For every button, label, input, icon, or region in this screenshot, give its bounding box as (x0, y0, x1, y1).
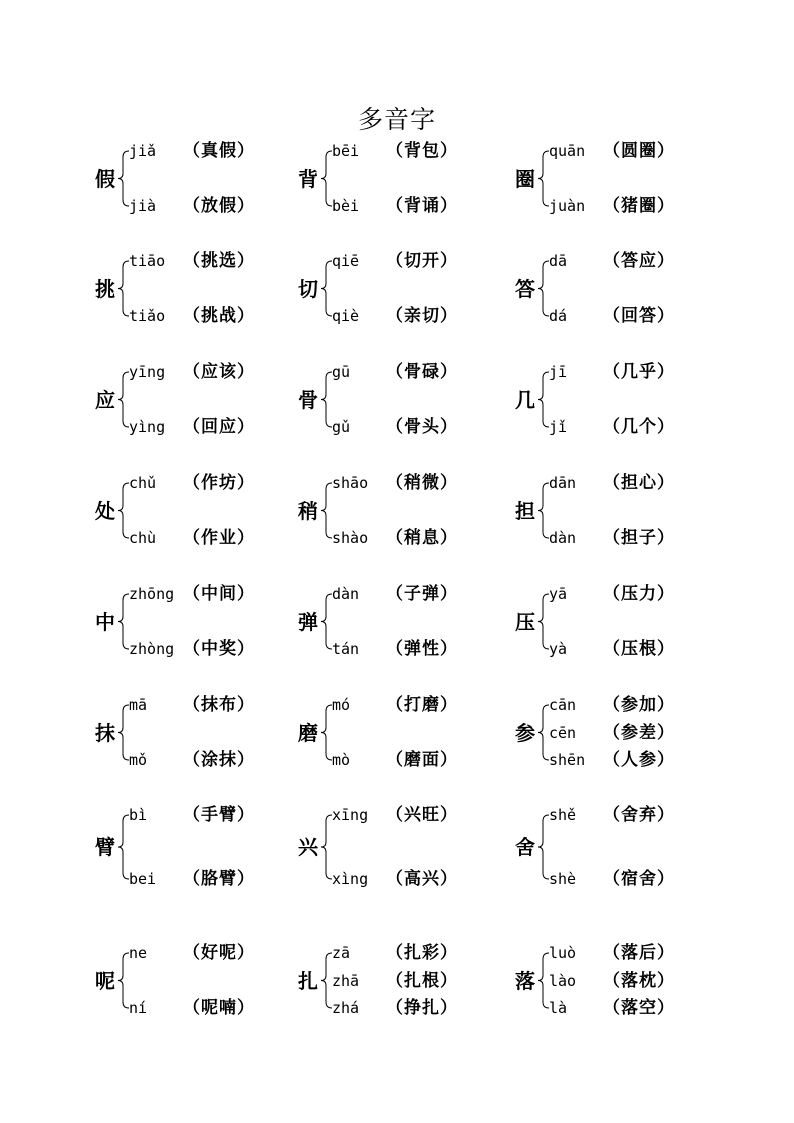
pinyin: chǔ (129, 474, 157, 492)
pinyin: tiǎo (129, 307, 166, 325)
reading-row (549, 638, 749, 660)
pinyin: qiè (332, 307, 360, 325)
example-word: （兴旺） (386, 805, 458, 825)
pinyin: dàn (332, 585, 360, 603)
polyphone-character: 稍 (298, 498, 318, 523)
polyphone-character: 骨 (298, 387, 318, 412)
example-word: （宿舍） (603, 869, 675, 889)
polyphone-entry (515, 250, 745, 327)
polyphone-entry (95, 361, 325, 438)
pinyin: dàn (549, 529, 577, 547)
pinyin: bì (129, 806, 148, 824)
polyphone-character: 扎 (298, 968, 318, 993)
pinyin: tiāo (129, 252, 166, 270)
polyphone-character: 中 (95, 609, 115, 634)
polyphone-character: 参 (515, 720, 535, 745)
polyphone-entry (95, 472, 325, 549)
pinyin: ní (129, 999, 148, 1017)
pinyin: cēn (549, 723, 577, 742)
polyphone-entry (298, 361, 528, 438)
reading-row (332, 250, 532, 272)
polyphone-character: 圈 (515, 166, 535, 191)
pinyin: shāo (332, 474, 369, 492)
polyphone-entry (515, 361, 745, 438)
reading-row (549, 583, 749, 605)
pinyin: xīng (332, 806, 369, 824)
reading-row (332, 638, 532, 660)
pinyin: luò (549, 944, 577, 962)
example-word: （胳臂） (183, 869, 255, 889)
polyphone-entry (515, 694, 745, 771)
pinyin: zhòng (129, 640, 175, 658)
polyphone-entry (298, 804, 528, 890)
example-word: （高兴） (386, 869, 458, 889)
polyphone-entry (95, 804, 325, 890)
pinyin: mā (129, 696, 148, 714)
example-word: （压根） (603, 639, 675, 659)
page-title: 多音字 (357, 105, 436, 134)
reading-row (549, 942, 749, 964)
polyphone-entry (515, 140, 745, 217)
example-word: （舍弃） (603, 805, 675, 825)
reading-row (332, 749, 532, 771)
reading-row (332, 868, 532, 890)
example-word: （涂抹） (183, 750, 255, 770)
pinyin: zhá (332, 999, 360, 1017)
reading-row (549, 804, 749, 826)
polyphone-entry (298, 140, 528, 217)
pinyin: gǔ (332, 418, 351, 436)
pinyin: tán (332, 640, 360, 658)
polyphone-character: 假 (95, 166, 115, 191)
polyphone-character: 磨 (298, 720, 318, 745)
pinyin: yīng (129, 363, 166, 381)
pinyin: lào (549, 971, 577, 990)
example-word: （中间） (183, 584, 255, 604)
example-word: （参差） (603, 722, 675, 743)
polyphone-entry (95, 942, 325, 1019)
pinyin: dā (549, 252, 568, 270)
pinyin: bèi (332, 197, 360, 215)
pinyin: shè (549, 870, 577, 888)
reading-row (549, 195, 749, 217)
example-word: （参加） (603, 695, 675, 715)
polyphone-character: 抹 (95, 720, 115, 745)
example-word: （作业） (183, 528, 255, 548)
pinyin: là (549, 999, 568, 1017)
pinyin: bēi (332, 142, 360, 160)
example-word: （亲切） (386, 306, 458, 326)
polyphone-entry (95, 694, 325, 771)
pinyin: bei (129, 870, 157, 888)
pinyin: ne (129, 944, 148, 962)
reading-row (332, 361, 532, 383)
pinyin: yà (549, 640, 568, 658)
example-word: （打磨） (386, 695, 458, 715)
example-word: （稍息） (386, 528, 458, 548)
polyphone-entry (515, 942, 745, 1019)
example-word: （担心） (603, 473, 675, 493)
polyphone-character: 压 (515, 609, 535, 634)
pinyin: juàn (549, 197, 586, 215)
reading-row (549, 694, 749, 716)
example-word: （骨碌） (386, 362, 458, 382)
polyphone-character: 应 (95, 387, 115, 412)
polyphone-character: 几 (515, 387, 535, 412)
polyphone-entry (95, 250, 325, 327)
polyphone-character: 弹 (298, 609, 318, 634)
example-word: （担子） (603, 528, 675, 548)
example-word: （稍微） (386, 473, 458, 493)
polyphone-entry (298, 472, 528, 549)
example-word: （弹性） (386, 639, 458, 659)
polyphone-entry (515, 804, 745, 890)
polyphone-character: 兴 (298, 835, 318, 859)
example-word: （好呢） (183, 943, 255, 963)
polyphone-entry (298, 694, 528, 771)
example-word: （磨面） (386, 750, 458, 770)
reading-row (332, 527, 532, 549)
example-word: （挑选） (183, 251, 255, 271)
pinyin: jī (549, 363, 568, 381)
pinyin: shě (549, 806, 577, 824)
example-word: （挑战） (183, 306, 255, 326)
reading-row (549, 749, 749, 771)
example-word: （应该） (183, 362, 255, 382)
example-word: （压力） (603, 584, 675, 604)
pinyin: qiē (332, 252, 360, 270)
pinyin: zā (332, 944, 351, 962)
example-word: （抹布） (183, 695, 255, 715)
polyphone-entry (298, 942, 528, 1019)
polyphone-entry (298, 583, 528, 660)
reading-row (549, 305, 749, 327)
example-word: （中奖） (183, 639, 255, 659)
example-word: （真假） (183, 141, 255, 161)
pinyin: yìng (129, 418, 166, 436)
example-word: （切开） (386, 251, 458, 271)
polyphone-entry (95, 583, 325, 660)
reading-row (332, 140, 532, 162)
polyphone-character: 担 (515, 498, 535, 523)
example-word: （回答） (603, 306, 675, 326)
pinyin: shēn (549, 751, 586, 769)
polyphone-character: 呢 (95, 968, 115, 993)
pinyin: mò (332, 751, 351, 769)
example-word: （骨头） (386, 417, 458, 437)
polyphone-character: 挑 (95, 276, 115, 301)
example-word: （背包） (386, 141, 458, 161)
example-word: （挣扎） (386, 998, 458, 1018)
pinyin: zhōng (129, 585, 175, 603)
polyphone-character: 落 (515, 968, 535, 993)
pinyin: mó (332, 696, 351, 714)
pinyin: chù (129, 529, 157, 547)
reading-row (549, 416, 749, 438)
pinyin: gū (332, 363, 351, 381)
example-word: （呢喃） (183, 998, 255, 1018)
polyphone-entry (515, 583, 745, 660)
pinyin: zhā (332, 971, 360, 990)
pinyin: yā (549, 585, 568, 603)
polyphone-character: 处 (95, 498, 115, 523)
reading-row (332, 195, 532, 217)
pinyin: dá (549, 307, 568, 325)
reading-row (332, 942, 532, 964)
example-word: （背诵） (386, 196, 458, 216)
example-word: （答应） (603, 251, 675, 271)
reading-row (549, 722, 749, 744)
pinyin: cān (549, 696, 577, 714)
reading-row (332, 583, 532, 605)
reading-row (332, 305, 532, 327)
example-word: （落枕） (603, 970, 675, 991)
example-word: （扎根） (386, 970, 458, 991)
reading-row (549, 527, 749, 549)
example-word: （几个） (603, 417, 675, 437)
example-word: （人参） (603, 750, 675, 770)
reading-row (332, 416, 532, 438)
reading-row (549, 472, 749, 494)
polyphone-character: 背 (298, 166, 318, 191)
reading-row (332, 694, 532, 716)
pinyin: mǒ (129, 751, 148, 769)
polyphone-character: 臂 (95, 835, 115, 859)
reading-row (549, 997, 749, 1019)
example-word: （扎彩） (386, 943, 458, 963)
reading-row (332, 997, 532, 1019)
polyphone-character: 切 (298, 276, 318, 301)
reading-row (549, 868, 749, 890)
reading-row (549, 140, 749, 162)
example-word: （子弹） (386, 584, 458, 604)
polyphone-character: 答 (515, 276, 535, 301)
pinyin: xìng (332, 870, 369, 888)
reading-row (332, 970, 532, 992)
polyphone-entry (95, 140, 325, 217)
pinyin: shào (332, 529, 369, 547)
pinyin: jǐ (549, 418, 568, 436)
example-word: （几乎） (603, 362, 675, 382)
example-word: （圆圈） (603, 141, 675, 161)
example-word: （猪圈） (603, 196, 675, 216)
polyphone-entry (515, 472, 745, 549)
pinyin: dān (549, 474, 577, 492)
example-word: （落后） (603, 943, 675, 963)
polyphone-character: 舍 (515, 835, 535, 859)
polyphone-entry (298, 250, 528, 327)
example-word: （放假） (183, 196, 255, 216)
reading-row (332, 804, 532, 826)
pinyin: jià (129, 197, 157, 215)
pinyin: jiǎ (129, 142, 157, 160)
reading-row (332, 472, 532, 494)
reading-row (549, 970, 749, 992)
example-word: （手臂） (183, 805, 255, 825)
example-word: （作坊） (183, 473, 255, 493)
example-word: （回应） (183, 417, 255, 437)
example-word: （落空） (603, 998, 675, 1018)
reading-row (549, 250, 749, 272)
pinyin: quān (549, 142, 586, 160)
reading-row (549, 361, 749, 383)
